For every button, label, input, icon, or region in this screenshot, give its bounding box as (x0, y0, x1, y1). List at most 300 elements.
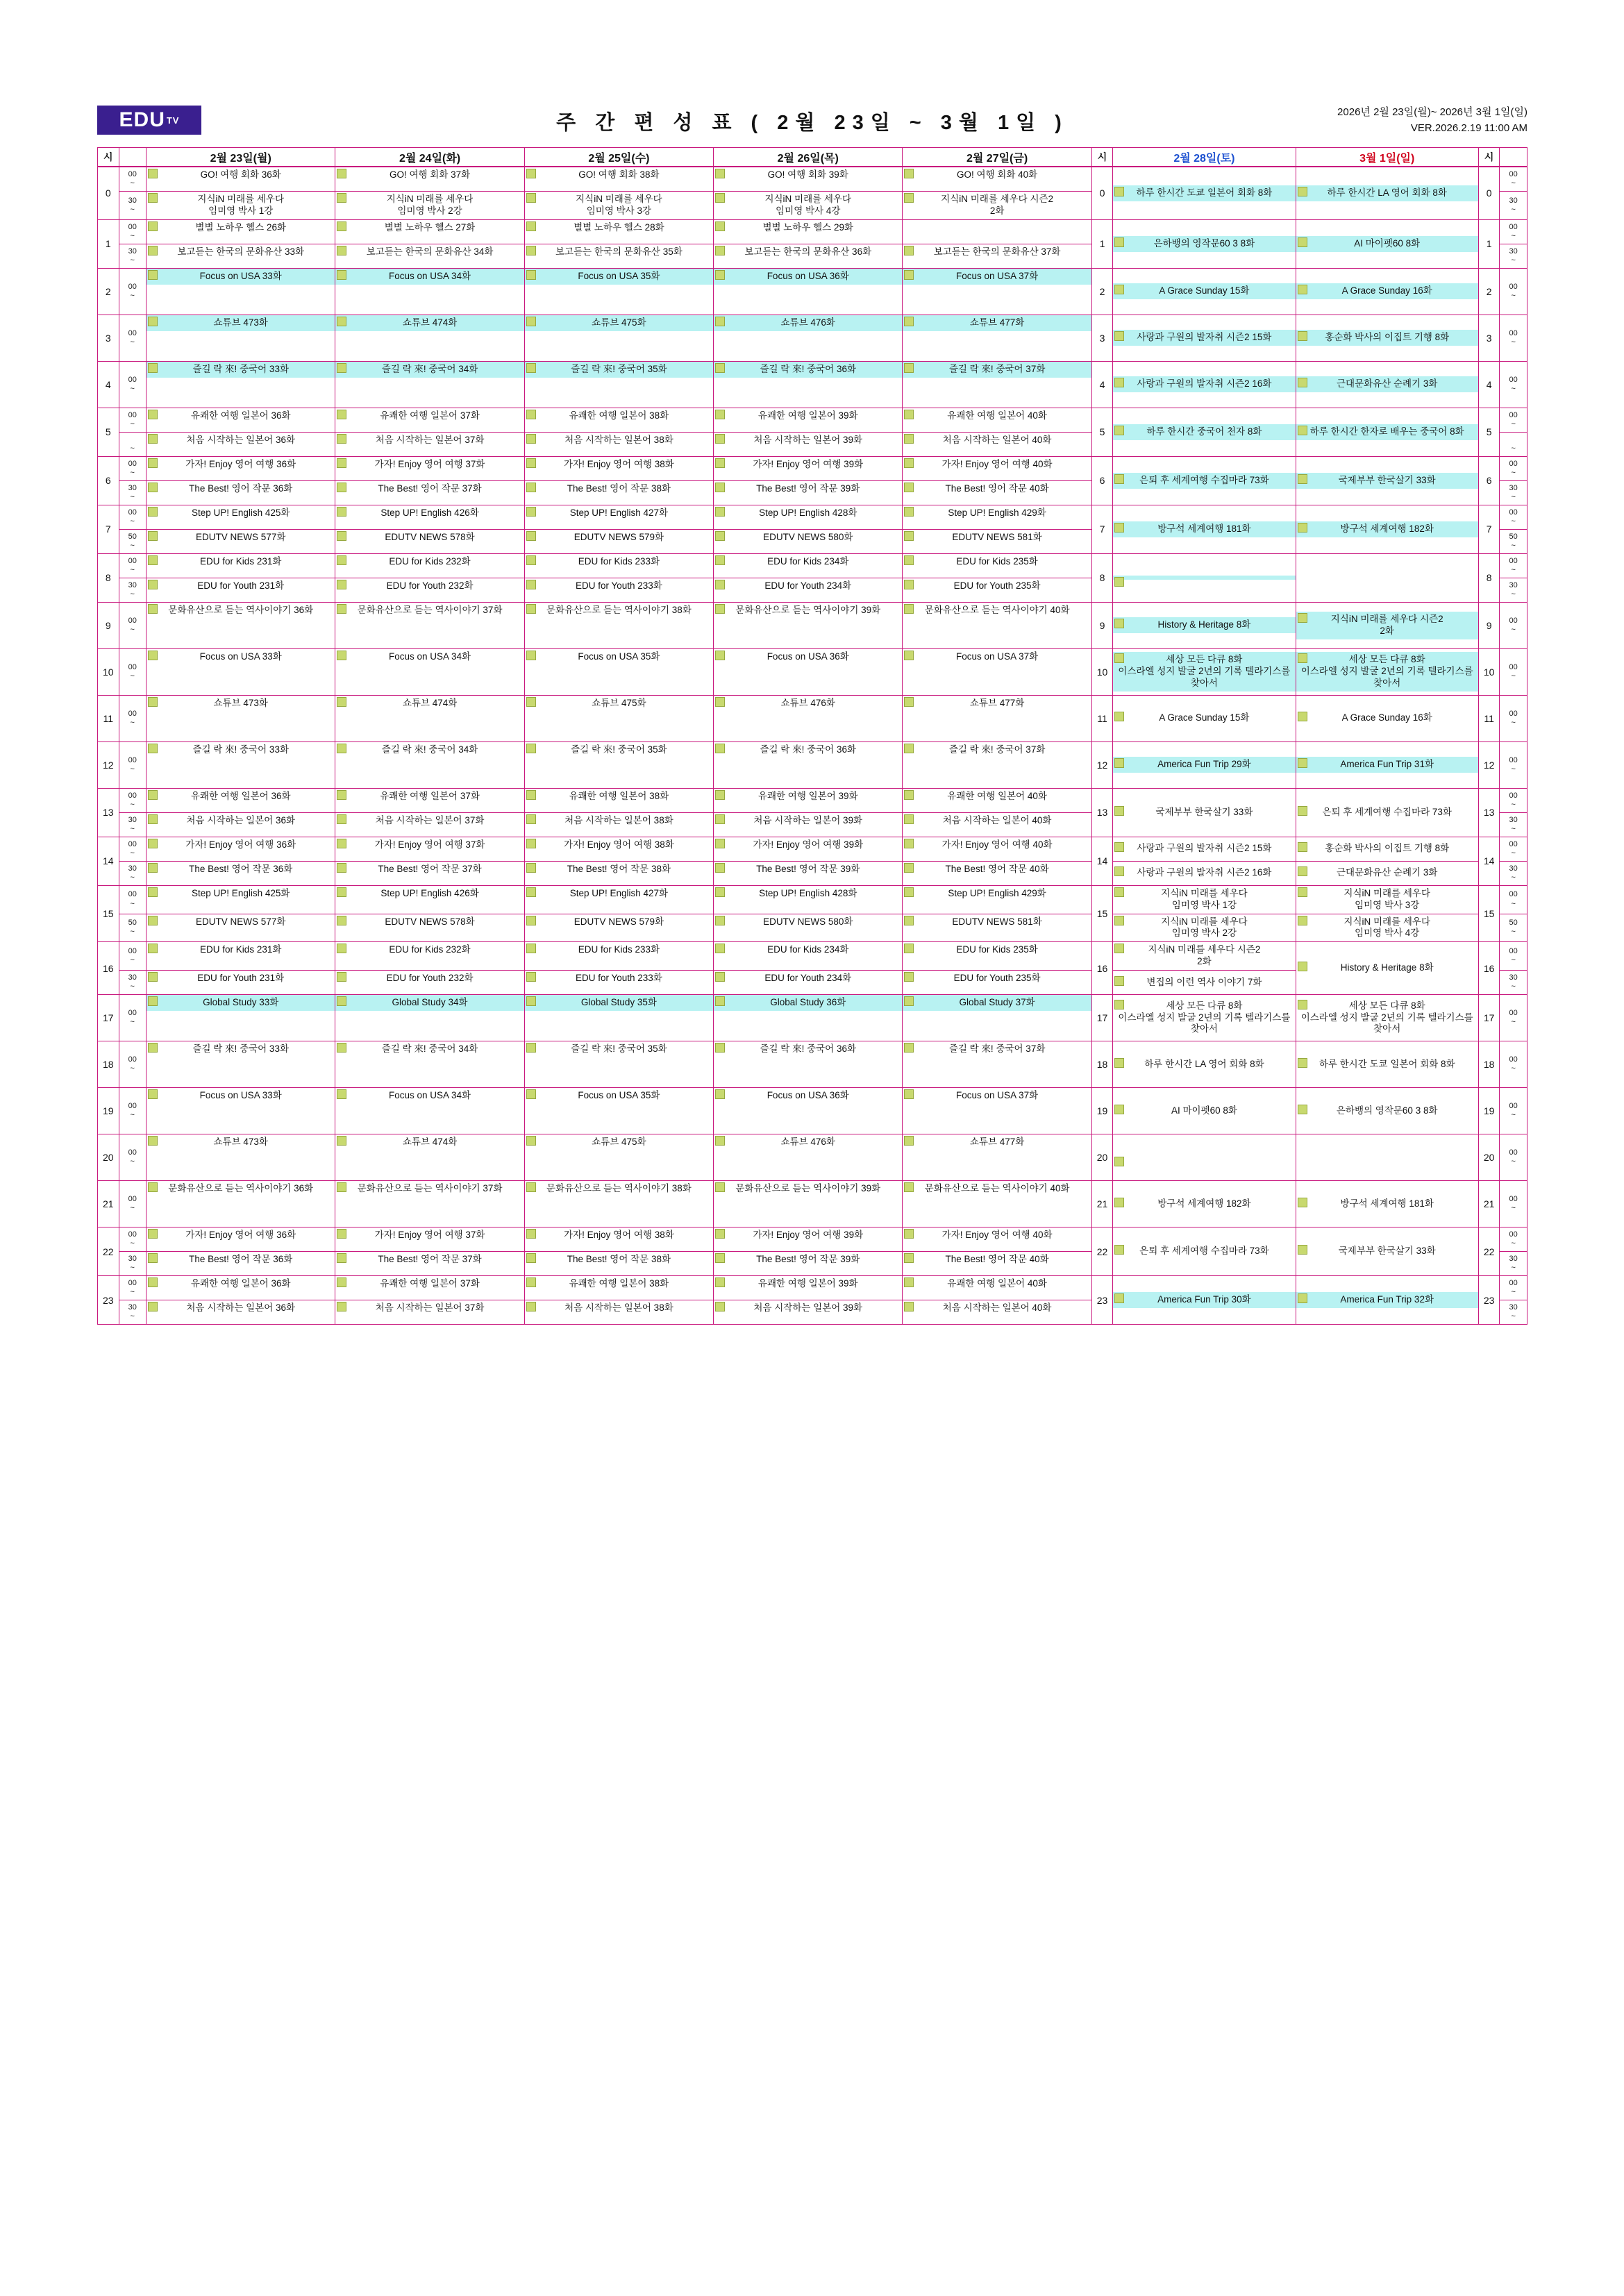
program-cell (714, 602, 903, 648)
page-marker-icon (1114, 331, 1124, 341)
page-marker-icon (715, 483, 725, 492)
program-cell (714, 432, 903, 456)
program-title: Focus on USA 33화 (199, 1090, 282, 1100)
page-marker-icon (526, 1302, 536, 1312)
program-cell (903, 219, 1091, 244)
program-title: Focus on USA 34화 (335, 269, 524, 285)
minute-label-right: 00 ~ (1500, 695, 1527, 741)
program-cell-sun (1296, 1181, 1478, 1227)
table-row (98, 408, 1527, 432)
program-cell (714, 192, 903, 220)
program-cell (524, 1300, 713, 1325)
page-marker-icon (1114, 237, 1124, 247)
page-marker-icon (1114, 653, 1124, 663)
page-marker-icon (1298, 237, 1307, 247)
hour-label-mid: 1 (1091, 219, 1113, 268)
program-title: Focus on USA 37화 (956, 1090, 1039, 1100)
table-row (98, 268, 1527, 315)
minute-label-right: 00 ~ (1500, 1088, 1527, 1134)
version-text: VER.2026.2.19 11:00 AM (1410, 122, 1527, 135)
program-title: 변집의 이런 역사 이야기 7화 (1146, 976, 1262, 987)
page-marker-icon (526, 507, 536, 517)
page-marker-icon (1114, 887, 1124, 897)
program-cell (147, 167, 335, 192)
page-marker-icon (337, 531, 346, 541)
table-row (98, 995, 1527, 1041)
hour-label-left: 2 (98, 268, 119, 315)
program-title: 처음 시작하는 일본어 40화 (942, 814, 1052, 826)
program-cell (147, 812, 335, 837)
page-marker-icon (148, 604, 158, 614)
program-cell-sat (1113, 361, 1296, 408)
program-title: A Grace Sunday 16화 (1296, 283, 1478, 299)
program-title: Focus on USA 34화 (389, 1090, 471, 1100)
page-marker-icon (715, 270, 725, 280)
page-marker-icon (1298, 1245, 1307, 1255)
page-marker-icon (904, 887, 914, 897)
page-marker-icon (904, 363, 914, 373)
table-row (98, 505, 1527, 529)
page-marker-icon (715, 1089, 725, 1099)
page-marker-icon (1298, 1058, 1307, 1068)
program-title: EDU for Youth 234화 (764, 973, 852, 983)
program-cell-sun (1296, 995, 1478, 1041)
program-title (1113, 1155, 1295, 1159)
minute-label-right: 30 ~ (1500, 578, 1527, 602)
program-cell (335, 505, 524, 529)
program-cell (714, 837, 903, 861)
program-cell (714, 1252, 903, 1276)
minute-label-right: 00 ~ (1500, 1134, 1527, 1181)
minute-label-left: 00 ~ (119, 788, 147, 812)
minute-label-left: 00 ~ (119, 942, 147, 971)
program-title: 즐길 락 來! 중국어 35화 (571, 744, 667, 755)
page-marker-icon (715, 1253, 725, 1263)
table-row (98, 788, 1527, 812)
program-title: The Best! 영어 작문 40화 (945, 863, 1049, 874)
hour-label-right: 14 (1478, 837, 1500, 885)
program-cell (335, 167, 524, 192)
program-title: 유쾌한 여행 일본어 37화 (380, 410, 480, 421)
program-title: EDU for Youth 231화 (197, 973, 285, 983)
hour-label-right: 17 (1478, 995, 1500, 1041)
program-cell-sun (1296, 942, 1478, 995)
program-title: 쇼튜브 477화 (969, 1137, 1025, 1147)
col-min-left (119, 148, 147, 167)
hour-label-mid: 2 (1091, 268, 1113, 315)
program-title: AI 마이펫60 8화 (1171, 1105, 1237, 1116)
program-title: EDU for Kids 233화 (578, 555, 660, 567)
program-title: EDU for Youth 235화 (953, 580, 1041, 591)
program-title: 즐길 락 來! 중국어 35화 (571, 1044, 667, 1054)
program-cell-sat (1113, 837, 1296, 861)
hour-label-mid: 15 (1091, 885, 1113, 942)
program-title: Global Study 33화 (147, 995, 335, 1011)
hour-label-mid: 22 (1091, 1227, 1113, 1276)
program-title: Focus on USA 36화 (714, 269, 902, 285)
page-marker-icon (148, 1043, 158, 1053)
minute-label-right: 00 ~ (1500, 219, 1527, 244)
page-marker-icon (904, 555, 914, 565)
program-title: 즐길 락 來! 중국어 33화 (192, 1044, 289, 1054)
program-title: 문화유산으로 듣는 역사이야기 38화 (546, 604, 692, 615)
minute-label-left: 00 ~ (119, 361, 147, 408)
page-marker-icon (337, 1302, 346, 1312)
program-title: 즐길 락 來! 중국어 37화 (948, 744, 1046, 755)
minute-label-right: 00 ~ (1500, 1227, 1527, 1252)
program-cell (147, 788, 335, 812)
page-marker-icon (337, 651, 346, 660)
minute-label-left: 00 ~ (119, 695, 147, 741)
program-cell (147, 432, 335, 456)
program-cell-sun (1296, 361, 1478, 408)
program-cell (524, 553, 713, 578)
program-cell (147, 480, 335, 505)
page-marker-icon (337, 246, 346, 255)
page-marker-icon (526, 1043, 536, 1053)
minute-label-right: 00 ~ (1500, 505, 1527, 529)
page-marker-icon (337, 458, 346, 468)
col-header-day-4: 2월 27일(금) (903, 148, 1091, 167)
page-marker-icon (337, 363, 346, 373)
page-marker-icon (148, 270, 158, 280)
program-cell (714, 1181, 903, 1227)
minute-label-right: 50 ~ (1500, 529, 1527, 553)
page-marker-icon (1298, 1293, 1307, 1303)
program-cell-sat (1113, 1041, 1296, 1088)
page-title: 주 간 편 성 표 ( 2월 23일 ~ 3월 1일 ) (556, 112, 1069, 134)
minute-label-right: 00 ~ (1500, 602, 1527, 648)
program-cell (335, 432, 524, 456)
program-cell (147, 1088, 335, 1134)
program-title: 문화유산으로 듣는 역사이야기 36화 (168, 604, 314, 615)
program-title: Focus on USA 33화 (199, 651, 282, 662)
program-title: Step UP! English 428화 (759, 507, 857, 518)
page-marker-icon (715, 863, 725, 873)
program-cell (903, 578, 1091, 602)
hour-label-mid: 17 (1091, 995, 1113, 1041)
program-cell (524, 192, 713, 220)
page-marker-icon (148, 458, 158, 468)
program-title: EDUTV NEWS 581화 (952, 531, 1042, 542)
program-cell-sat (1113, 1276, 1296, 1325)
program-cell (335, 315, 524, 361)
program-title: 국제부부 한국살기 33화 (1338, 1246, 1436, 1257)
program-title: Global Study 35화 (525, 995, 713, 1011)
minute-label-right: 30 ~ (1500, 971, 1527, 995)
minute-label-left: 00 ~ (119, 456, 147, 480)
program-cell (524, 432, 713, 456)
page-marker-icon (904, 1136, 914, 1146)
page-marker-icon (1298, 1000, 1307, 1009)
program-title: 쇼튜브 473화 (213, 697, 268, 708)
program-cell-sat (1113, 1134, 1296, 1181)
program-title: 즐길 락 來! 중국어 36화 (714, 362, 902, 378)
page-marker-icon (337, 193, 346, 203)
program-title: 사랑과 구원의 발자취 시즌2 16화 (1113, 376, 1295, 392)
program-title: 유쾌한 여행 일본어 39화 (757, 410, 858, 421)
program-cell (335, 885, 524, 914)
program-title: 가자! Enjoy 영어 여행 36화 (185, 458, 296, 469)
program-title: The Best! 영어 작문 37화 (378, 1254, 482, 1264)
minute-label-right: 30 ~ (1500, 861, 1527, 885)
program-title: 지식iN 미래를 세우다 시즌2 2화 (941, 194, 1054, 216)
program-cell (147, 885, 335, 914)
program-cell (903, 1227, 1091, 1252)
hour-label-left: 9 (98, 602, 119, 648)
minute-label-left: ~ (119, 432, 147, 456)
program-cell (524, 505, 713, 529)
page-marker-icon (1298, 285, 1307, 294)
program-title: 처음 시작하는 일본어 39화 (753, 1302, 863, 1313)
program-cell (147, 741, 335, 788)
page-marker-icon (904, 483, 914, 492)
hour-label-mid: 23 (1091, 1276, 1113, 1325)
program-cell (903, 995, 1091, 1041)
program-cell (524, 741, 713, 788)
program-title: 은하뱅의 영작문60 3 8화 (1113, 236, 1295, 252)
program-cell (335, 1181, 524, 1227)
program-title: 국제부부 한국살기 33화 (1296, 473, 1478, 489)
program-title: 하루 한시간 도쿄 일본어 회화 8화 (1113, 185, 1295, 201)
program-title: 즐길 락 來! 중국어 36화 (760, 744, 857, 755)
page-marker-icon (526, 814, 536, 824)
hour-label-right: 9 (1478, 602, 1500, 648)
page-marker-icon (337, 863, 346, 873)
program-title: 가자! Enjoy 영어 여행 40화 (941, 1230, 1053, 1240)
program-title: 처음 시작하는 일본어 40화 (942, 434, 1052, 445)
program-cell (903, 885, 1091, 914)
page-marker-icon (526, 916, 536, 925)
minute-label-left: 00 ~ (119, 837, 147, 861)
page-marker-icon (337, 1277, 346, 1287)
page-marker-icon (337, 1043, 346, 1053)
program-title: History & Heritage 8화 (1340, 962, 1434, 973)
table-row (98, 1181, 1527, 1227)
program-cell (714, 1227, 903, 1252)
col-header-day-3: 2월 26일(목) (714, 148, 903, 167)
program-title: 보고듣는 한국의 문화유산 36화 (744, 246, 872, 257)
table-row (98, 1227, 1527, 1252)
program-cell (903, 861, 1091, 885)
hour-label-left: 6 (98, 456, 119, 505)
page-marker-icon (526, 972, 536, 982)
minute-label-left: 30 ~ (119, 1252, 147, 1276)
hour-label-left: 0 (98, 167, 119, 219)
program-cell (335, 648, 524, 695)
page-marker-icon (1114, 1000, 1124, 1009)
minute-label-right: 30 ~ (1500, 244, 1527, 268)
page-marker-icon (337, 169, 346, 178)
period-text: 2026년 2월 23일(월)~ 2026년 3월 1일(일) (1337, 106, 1527, 118)
program-cell (714, 480, 903, 505)
program-title: EDU for Kids 231화 (200, 944, 282, 955)
schedule-table (97, 147, 1527, 1325)
page-marker-icon (1114, 523, 1124, 533)
program-cell (903, 529, 1091, 553)
page-marker-icon (1298, 842, 1307, 852)
page-marker-icon (904, 434, 914, 444)
program-cell (147, 192, 335, 220)
program-title: 가자! Enjoy 영어 여행 37화 (374, 1230, 485, 1240)
program-title: Focus on USA 35화 (578, 651, 660, 662)
program-title: 처음 시작하는 일본어 37화 (375, 1302, 485, 1313)
hour-label-mid: 0 (1091, 167, 1113, 219)
hour-label-right: 5 (1478, 408, 1500, 456)
program-cell (903, 788, 1091, 812)
program-cell (903, 695, 1091, 741)
col-header-day-0: 2월 23일(월) (147, 148, 335, 167)
program-cell-sat (1113, 408, 1296, 456)
page-marker-icon (715, 246, 725, 255)
page-marker-icon (526, 996, 536, 1006)
program-cell-sun (1296, 456, 1478, 505)
page-marker-icon (904, 507, 914, 517)
page-marker-icon (904, 531, 914, 541)
page-marker-icon (904, 651, 914, 660)
page-marker-icon (148, 1302, 158, 1312)
page-marker-icon (526, 221, 536, 231)
page-marker-icon (148, 169, 158, 178)
page-marker-icon (715, 1136, 725, 1146)
page-marker-icon (1114, 916, 1124, 925)
program-cell (335, 268, 524, 315)
program-cell (335, 837, 524, 861)
program-cell (335, 456, 524, 480)
schedule-sheet (97, 104, 1527, 1325)
program-cell (147, 578, 335, 602)
program-title: EDU for Kids 235화 (956, 944, 1038, 955)
page-marker-icon (337, 507, 346, 517)
minute-label-left: 00 ~ (119, 648, 147, 695)
program-title: 즐길 락 來! 중국어 34화 (381, 744, 478, 755)
page-marker-icon (1114, 866, 1124, 876)
program-cell-sun (1296, 505, 1478, 553)
minute-label-left: 30 ~ (119, 578, 147, 602)
program-title: 유쾌한 여행 일본어 37화 (380, 1278, 480, 1289)
program-cell (524, 788, 713, 812)
program-title: 즐길 락 來! 중국어 33화 (192, 744, 289, 755)
hour-label-left: 4 (98, 361, 119, 408)
program-cell (524, 812, 713, 837)
program-cell-sat (1113, 648, 1296, 695)
minute-label-left: 00 ~ (119, 408, 147, 432)
program-cell (335, 602, 524, 648)
hour-label-mid: 16 (1091, 942, 1113, 995)
program-title: 하루 한시간 중국어 천자 8화 (1113, 424, 1295, 440)
program-title: Step UP! English 425화 (192, 887, 290, 898)
program-cell-sat (1113, 1181, 1296, 1227)
program-title: 처음 시작하는 일본어 37화 (375, 434, 485, 445)
hour-label-left: 11 (98, 695, 119, 741)
page-marker-icon (337, 790, 346, 800)
program-title: GO! 여행 회화 40화 (956, 169, 1038, 180)
page-marker-icon (148, 483, 158, 492)
program-title: The Best! 영어 작문 37화 (378, 863, 482, 874)
program-cell-sat (1113, 602, 1296, 648)
table-row (98, 861, 1527, 885)
program-title: 세상 모든 다큐 8화 이스라엘 성지 발굴 2년의 기록 텔라기스를 찾아서 (1113, 652, 1295, 692)
page-marker-icon (1298, 806, 1307, 816)
page-marker-icon (526, 1253, 536, 1263)
minute-label-left: 50 ~ (119, 914, 147, 942)
program-cell (903, 192, 1091, 220)
program-title: 유쾌한 여행 일본어 37화 (380, 790, 480, 801)
program-cell (903, 480, 1091, 505)
page-marker-icon (715, 221, 725, 231)
program-title: 쇼튜브 477화 (969, 697, 1025, 708)
program-cell-sun (1296, 861, 1478, 885)
page-marker-icon (337, 317, 346, 326)
page-marker-icon (904, 814, 914, 824)
page-marker-icon (1298, 916, 1307, 925)
program-cell-sat (1113, 1088, 1296, 1134)
program-cell (524, 529, 713, 553)
page-marker-icon (148, 790, 158, 800)
minute-label-left: 30 ~ (119, 861, 147, 885)
program-cell (714, 695, 903, 741)
program-title: 쇼튜브 474화 (402, 1137, 458, 1147)
minute-label-left: 30 ~ (119, 812, 147, 837)
program-title: 문화유산으로 듣는 역사이야기 37화 (357, 1183, 503, 1193)
program-title: EDU for Youth 235화 (953, 973, 1041, 983)
program-cell (147, 1227, 335, 1252)
program-title: 은퇴 후 세계여행 수집마라 73화 (1113, 473, 1295, 489)
program-title: 지식iN 미래를 세우다 시즌2 2화 (1148, 944, 1261, 967)
hour-label-right: 13 (1478, 788, 1500, 837)
program-title: 은하뱅의 영작문60 3 8화 (1336, 1105, 1438, 1116)
minute-label-left: 00 ~ (119, 219, 147, 244)
program-cell (147, 315, 335, 361)
program-cell-sun (1296, 602, 1478, 648)
program-title: 지식iN 미래를 세우다 임미영 박사 4강 (1343, 916, 1430, 939)
program-cell (714, 995, 903, 1041)
program-cell-sun (1296, 268, 1478, 315)
minute-label-left: 00 ~ (119, 1227, 147, 1252)
program-cell (147, 648, 335, 695)
program-title: The Best! 영어 작문 38화 (567, 863, 671, 874)
program-title: A Grace Sunday 15화 (1159, 712, 1250, 723)
program-title: Step UP! English 427화 (569, 507, 669, 518)
program-cell (524, 1088, 713, 1134)
program-title: 별별 노하우 헬스 27화 (384, 221, 476, 233)
program-cell (903, 1134, 1091, 1181)
program-title (1113, 576, 1295, 580)
program-title: 처음 시작하는 일본어 36화 (186, 814, 296, 826)
page-marker-icon (526, 169, 536, 178)
program-cell (524, 1227, 713, 1252)
program-cell (524, 914, 713, 942)
program-cell (714, 553, 903, 578)
program-title: 처음 시작하는 일본어 38화 (564, 814, 673, 826)
table-row (98, 942, 1527, 971)
program-cell (335, 361, 524, 408)
page-marker-icon (1114, 1293, 1124, 1303)
program-cell (147, 971, 335, 995)
program-title: 유쾌한 여행 일본어 38화 (569, 790, 669, 801)
minute-label-right: 00 ~ (1500, 885, 1527, 914)
program-cell (147, 553, 335, 578)
col-hour-mid: 시 (1091, 148, 1113, 167)
program-title: 별별 노하우 헬스 26화 (195, 221, 287, 233)
page-marker-icon (526, 1089, 536, 1099)
hour-label-mid: 19 (1091, 1088, 1113, 1134)
page-marker-icon (1298, 378, 1307, 387)
program-cell (335, 861, 524, 885)
minute-label-left: 30 ~ (119, 192, 147, 220)
program-cell (903, 432, 1091, 456)
page-marker-icon (337, 1136, 346, 1146)
